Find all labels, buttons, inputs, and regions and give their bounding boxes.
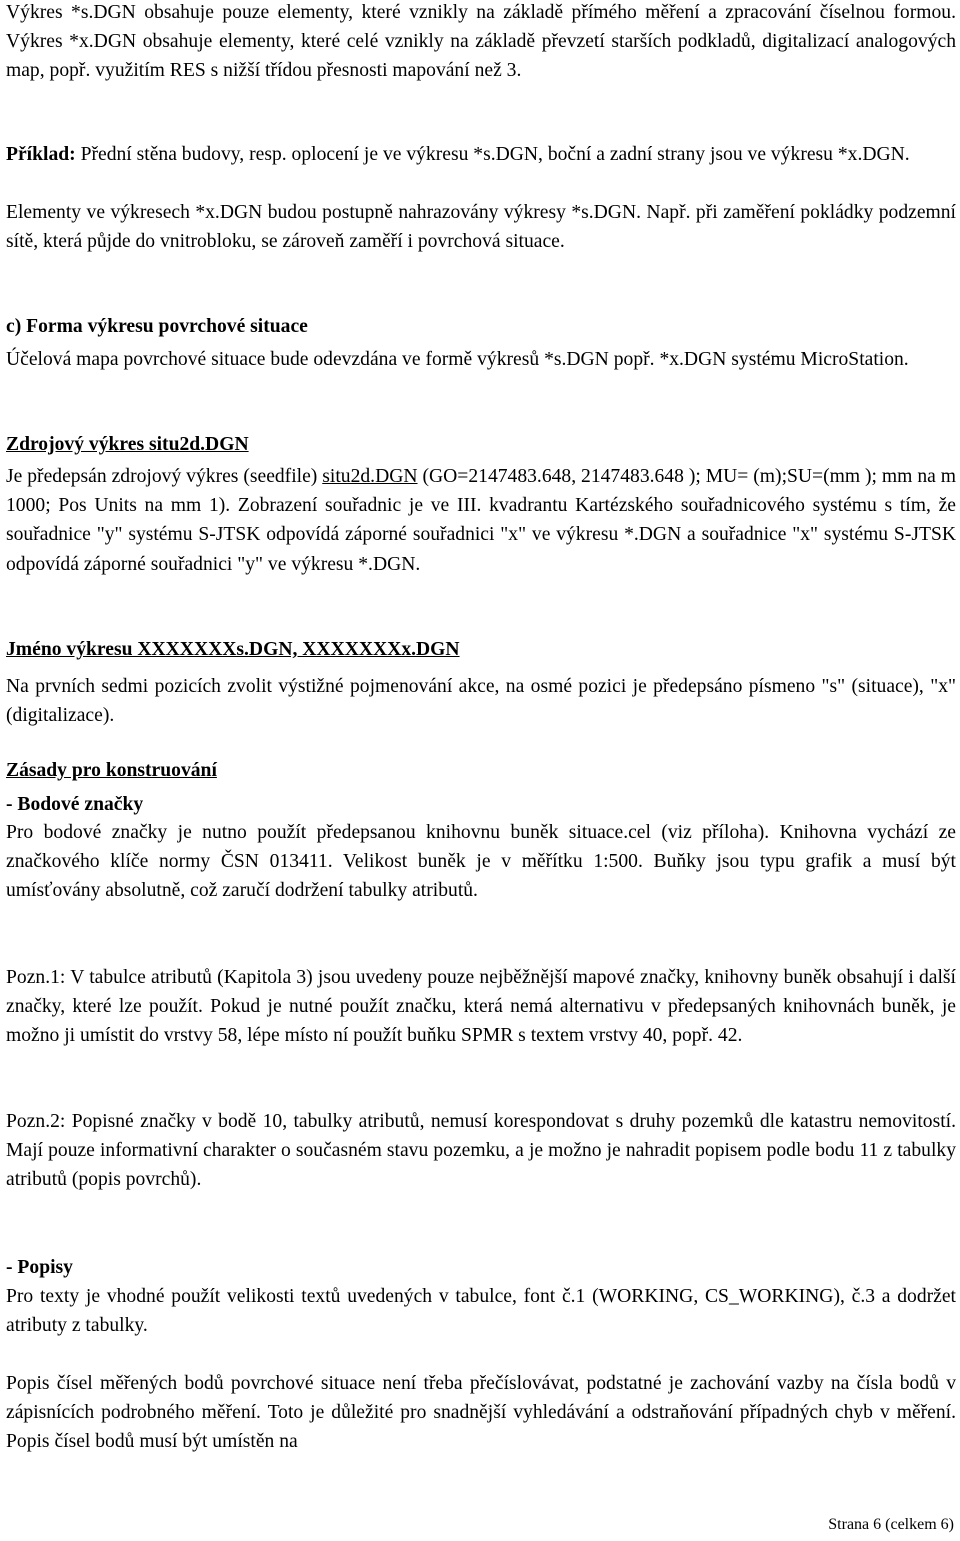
example-paragraph-2: Elementy ve výkresech *x.DGN budou postupně nahrazovány výkresy *s.DGN. Např. při zaměření pokládky podzemní sítě, která půjde do vnitrobloku, se zároveň zaměří i povrchová situace. — [6, 202, 956, 253]
points-heading: - Bodové značky — [6, 794, 144, 815]
numbering-text: Popis čísel měřených bodů povrchové situace není třeba přečíslovávat, podstatné je zachování vazby na čísla bodů v zápisnících podrobného měření. Toto je důležité pro snadnější vyhledávání a odstraňování případných chyb v měření. Popis čísel bodů musí být umístěn na — [6, 1373, 956, 1453]
section-c-text: Účelová mapa povrchové situace bude odevzdána ve formě výkresů *s.DGN popř. *x.DGN systému MicroStation. — [6, 349, 909, 370]
example-text: Přední stěna budovy, resp. oplocení je ve výkresu *s.DGN, boční a zadní strany jsou ve výkresu *x.DGN. — [80, 144, 910, 165]
naming-text: Na prvních sedmi pozicích zvolit výstižné pojmenování akce, na osmé pozici je předepsáno písmeno "s" (situace), "x" (digitalizace). — [6, 676, 956, 727]
seed-paragraph — [6, 462, 956, 579]
note-2: Pozn.2: Popisné značky v bodě 10, tabulky atributů, nemusí korespondovat s druhy pozemků dle katastru nemovitostí. Mají pouze informativní charakter o současném stavu pozemku, a je možno je nahradit popisem podle bodu 11 z tabulky atributů (popis povrchů). — [6, 1111, 956, 1191]
seed-text-after: (GO=2147483.648, 2147483.648 ); MU= (m);SU=(mm ); mm na m 1000; Pos Units na mm 1). Zobrazení souřadnic je ve III. kvadrantu Kartézského souřadnicového systému s tím, že souřadnice "y" systému S-JTSK odpovídá záporné souřadnici "x" ve výkresu *.DGN a souřadnice "x" systému S-JTSK odpovídá záporné souřadnici "y" ve výkresu *.DGN. — [6, 466, 956, 575]
principles-heading: Zásady pro konstruování — [6, 760, 217, 781]
points-text: Pro bodové značky je nutno použít předepsanou knihovnu buněk situace.cel (viz příloha). Knihovna vychází ze značkového klíče normy ČSN 013411. Velikost buněk je v měřítku 1:500. Buňky jsou typu grafik a musí být umísťovány absolutně, což zaručí dodržení tabulky atributů. — [6, 822, 956, 902]
intro-paragraph: Výkres *s.DGN obsahuje pouze elementy, které vznikly na základě přímého měření a zpracování číselnou formou. Výkres *x.DGN obsahuje elementy, které celé vznikly na základě převzetí starších podkladů, digitalizací analogových map, popř. využitím RES s nižší třídou přesnosti mapování než 3. — [6, 2, 956, 82]
labels-heading: - Popisy — [6, 1257, 73, 1278]
example-paragraph — [6, 140, 956, 169]
page-footer: Strana 6 (celkem 6) — [828, 1516, 954, 1533]
seed-text-before: Je předepsán zdrojový výkres (seedfile) — [6, 466, 318, 487]
seed-file-name: situ2d.DGN — [322, 466, 418, 487]
example-label: Příklad: — [6, 144, 76, 165]
note-1: Pozn.1: V tabulce atributů (Kapitola 3) jsou uvedeny pouze nejběžnější mapové značky, knihovny buněk obsahují i další značky, které lze použít. Pokud je nutné použít značku, která nemá alternativu v předepsaných knihovnách buněk, je možno ji umístit do vrstvy 58, lépe místo ní použít buňku SPMR s textem vrstvy 40, popř. 42. — [6, 967, 956, 1047]
seed-heading: Zdrojový výkres situ2d.DGN — [6, 434, 249, 455]
section-c-heading: c) Forma výkresu povrchové situace — [6, 316, 308, 337]
naming-heading: Jméno výkresu XXXXXXXs.DGN, XXXXXXXx.DGN — [6, 639, 460, 660]
labels-text: Pro texty je vhodné použít velikosti textů uvedených v tabulce, font č.1 (WORKING, CS_WORKING), č.3 a dodržet atributy z tabulky. — [6, 1286, 956, 1337]
